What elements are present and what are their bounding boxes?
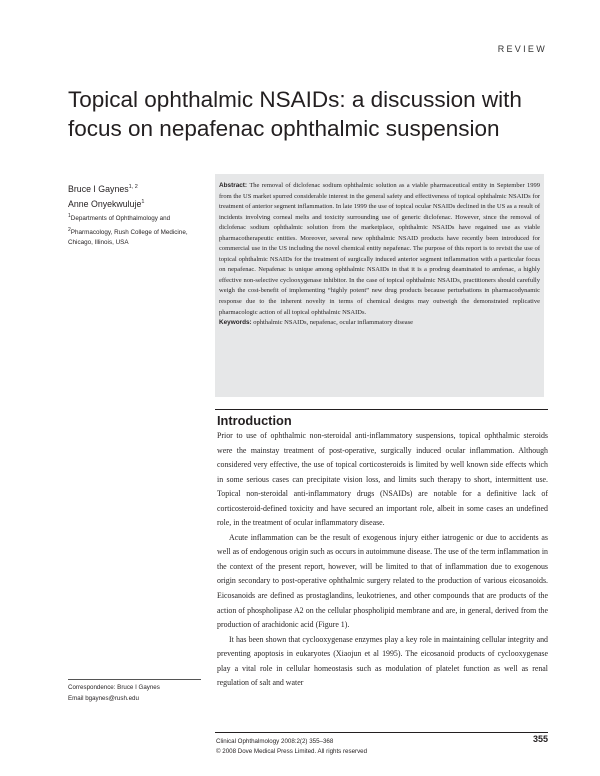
author-2: Anne Onyekwuluje [68,198,142,209]
introduction-heading: Introduction [217,413,292,428]
page-number: 355 [532,734,548,744]
abstract-text: The removal of diclofenac sodium ophthalmic solution as a viable pharmaceutical entity in September 1999 from the US market spurred considerable interest in the general safety and effectiveness of topical ophthalmic NSAIDs for treatment of anterior segment inflammation. In late 1999 the use of topical ocular NSAIDs declined in the US as a result of incidents involving corneal melts and toxicity surrounding use of generic diclofenac. However, since the removal of diclofenac sodium ophthalmic solution from the marketplace, ophthalmic NSAIDs have regained use as viable pharmacotherapeutic entities. Moreover, several new ophthalmic NSAID products have recently been introduced for commercial use in the US including the novel chemical entity nepafenac. The purpose of this report is to revisit the use of topical ophthalmic NSAIDs for the treatment of surgically induced anterior segment inflammation with a particular focus on nepafenac. Nepafenac is unique among ophthalmic NSAIDs in that it is a prodrug deaminated to amfenac, a highly effective non-selective cyclooxygenase inhibitor. In the case of topical ophthalmic NSAIDs, practitioners should carefully weigh the cost-benefit of implementing “highly potent” new drug products because perturbations in pharmacodynamic response due to the inherent novelty in terms of chemical designs may outweigh the demonstrated replicative pharmacologic action of all topical ophthalmic NSAIDs. [219,182,541,316]
body-paragraph-3: It has been shown that cyclooxygenase enzymes play a key role in maintaining cellular integrity and preventing apoptosis in eukaryotes (Xiaojun et al 1995). The eicosanoid products of cyclooxygenase play a vital role in cellular homeostasis such as modulation of platelet function as well as renal regulation of salt and water [217,634,548,688]
article-title: Topical ophthalmic NSAIDs: a discussion with focus on nepafenac ophthalmic suspension [68,87,522,141]
body-paragraph-1: Prior to use of ophthalmic non-steroidal anti-inflammatory suspensions, topical ophthalmic steroids were the mainstay treatment of post-operative, surgically induced ocular inflammation. Although considered very effective, the use of topical corticosteroids is limited by well known side effects which in some serious cases can precipitate vision loss, and limits such therapy to short, intermittent use. Topical non-steroidal anti-inflammatory drugs (NSAIDs) are notable for a definitive lack of corticosteroid-defined toxicity and have secured an important role, albeit in some cases an undefined role, in the treatment of ocular inflammatory disease. [217,431,548,528]
correspondence-email: Email bgaynes@rush.edu [68,694,139,702]
section-divider [215,409,548,410]
footer-divider [215,732,548,733]
keywords-line [219,318,540,329]
affil-marker: 2 [68,226,71,233]
journal-citation: Clinical Ophthalmology 2008:2(2) 355–368 [216,738,334,745]
author-name [68,196,208,211]
affiliation-text: Departments of Ophthalmology and [70,215,171,223]
abstract-paragraph [219,181,540,318]
affil-marker: 1 [68,213,71,219]
author-2-affil-marker: 1 [141,198,145,205]
introduction-body [217,429,548,691]
keywords-label: Keywords: [219,319,252,327]
author-name [68,181,208,196]
body-paragraph-2: Acute inflammation can be the result of exogenous injury either iatrogenic or due to accidents as well as of endogenous origin such as occurs in autoimmune disease. The use of the term inflammation in the context of the present report, however, will be limited to that of inflammation due to exogenous origin secondary to post-operative ophthalmic surgery related to the production of various eicosanoids. Eicosanoids are defined as prostaglandins, leukotrienes, and other compounds that are products of the action of phospholipase A2 on the cellular phospholipid membrane and are, in general, derived from the production of arachidonic acid (Figure 1). [217,532,548,630]
copyright-notice: © 2008 Dove Medical Press Limited. All rights reserved [216,747,368,755]
correspondence-divider [68,679,201,680]
affiliation-text: Pharmacology, Rush College of Medicine, Chicago, Illinois, USA [68,228,188,247]
keywords-text: ophthalmic NSAIDs, nepafenac, ocular inflammatory disease [253,319,414,327]
abstract-box [215,174,544,397]
correspondence-name: Correspondence: Bruce I Gaynes [68,684,160,691]
author-1: Bruce I Gaynes [68,183,129,194]
section-label: REVIEW [497,44,547,54]
abstract-label: Abstract: [219,182,248,189]
journal-footer [216,737,367,756]
author-1-affil-marker: 1, 2 [128,184,138,190]
author-list [68,181,208,211]
affiliation [68,211,208,249]
correspondence [68,683,208,704]
